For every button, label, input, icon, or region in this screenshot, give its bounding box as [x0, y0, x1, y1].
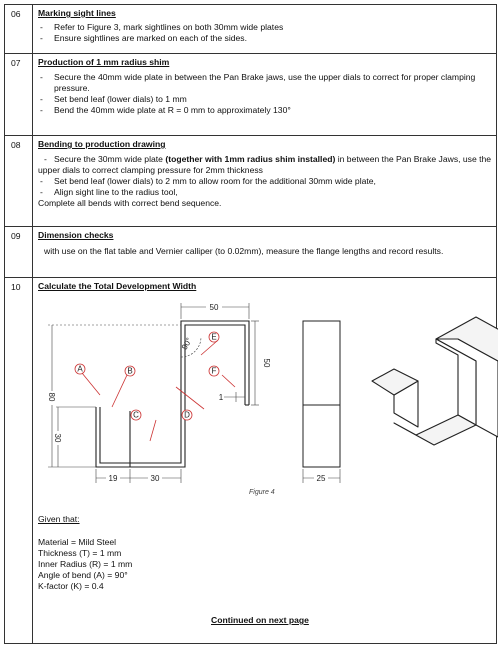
dim-right: 50 — [262, 358, 271, 368]
step-number: 09 — [5, 227, 33, 278]
step-row-07 — [5, 54, 497, 136]
figure-area — [38, 295, 492, 640]
dim-bottom-left: 19 — [108, 474, 118, 483]
procedure-table — [4, 4, 497, 644]
dim-inner: 30 — [53, 433, 62, 443]
bullet-item: - Secure the 40mm wide plate in between the Pan Brake jaws, use the upper dials to correct for proper clamping pressure. — [38, 72, 492, 94]
step-number: 10 — [5, 278, 33, 644]
isometric-view — [372, 317, 498, 445]
dimension-text — [47, 301, 271, 483]
label-b: B — [127, 366, 133, 376]
label-a: A — [77, 364, 83, 374]
dim-small: 1 — [218, 393, 224, 402]
label-c: C — [133, 410, 139, 420]
dim-top: 50 — [209, 303, 219, 312]
dim-bottom-right: 30 — [150, 474, 160, 483]
step-bullets — [38, 72, 492, 116]
dim-side: 25 — [316, 474, 326, 483]
bullet-item: - Set bend leaf (lower dials) to 2 mm to allow room for the additional 30mm wide plate, — [38, 176, 492, 187]
given-block — [38, 514, 132, 592]
step-number: 07 — [5, 54, 33, 136]
step-text: with use on the flat table and Vernier calliper (to 0.02mm), measure the flange lengths and record results. — [44, 246, 444, 256]
side-view — [303, 321, 340, 467]
given-item: Angle of bend (A) = 90° — [38, 570, 128, 580]
step-bullets — [38, 176, 492, 198]
dim-angle: 90° — [179, 336, 194, 352]
continued-note: Continued on next page — [211, 615, 309, 625]
given-item: K-factor (K) = 0.4 — [38, 581, 104, 591]
dimension-lines — [48, 303, 259, 483]
step-title: Production of 1 mm radius shim — [38, 57, 170, 67]
label-f: F — [211, 366, 217, 376]
figure-caption: Figure 4 — [249, 489, 275, 496]
label-letters — [77, 333, 216, 420]
label-d: D — [184, 410, 190, 420]
step-title: Bending to production drawing — [38, 139, 166, 149]
step-row-10 — [5, 278, 497, 644]
step-title: Marking sight lines — [38, 8, 116, 18]
given-item: Material = Mild Steel — [38, 537, 117, 547]
step-row-06 — [5, 5, 497, 54]
technical-drawing — [38, 295, 498, 495]
given-title: Given that: — [38, 514, 80, 524]
bullet-item: - Align sight line to the radius tool, — [38, 187, 492, 198]
bullet-item: - Bend the 40mm wide plate at R = 0 mm to approximately 130° — [38, 105, 492, 116]
step-text: - Secure the 30mm wide plate (together with 1mm radius shim installed) in between the Pan Brake Jaws, use the upper dials to correct clamping pressure for 2mm thickness — [38, 154, 492, 175]
given-item: Thickness (T) = 1 mm — [38, 548, 122, 558]
step-closing: Complete all bends with correct bend sequence. — [38, 198, 222, 208]
bullet-item: - Ensure sightlines are marked on each of the sides. — [38, 33, 492, 44]
step-number: 06 — [5, 5, 33, 54]
step-number: 08 — [5, 136, 33, 227]
label-e: E — [211, 332, 217, 342]
label-circles — [75, 332, 219, 420]
step-title: Dimension checks — [38, 230, 114, 240]
part-profile — [96, 321, 249, 467]
dim-left: 80 — [47, 392, 56, 402]
step-row-09 — [5, 227, 497, 278]
step-row-08 — [5, 136, 497, 227]
given-item: Inner Radius (R) = 1 mm — [38, 559, 133, 569]
bullet-item: - Refer to Figure 3, mark sightlines on both 30mm wide plates — [38, 22, 492, 33]
step-bullets — [38, 22, 492, 44]
leader-lines — [82, 341, 235, 441]
step-title: Calculate the Total Development Width — [38, 281, 197, 291]
bullet-item: - Set bend leaf (lower dials) to 1 mm — [38, 94, 492, 105]
